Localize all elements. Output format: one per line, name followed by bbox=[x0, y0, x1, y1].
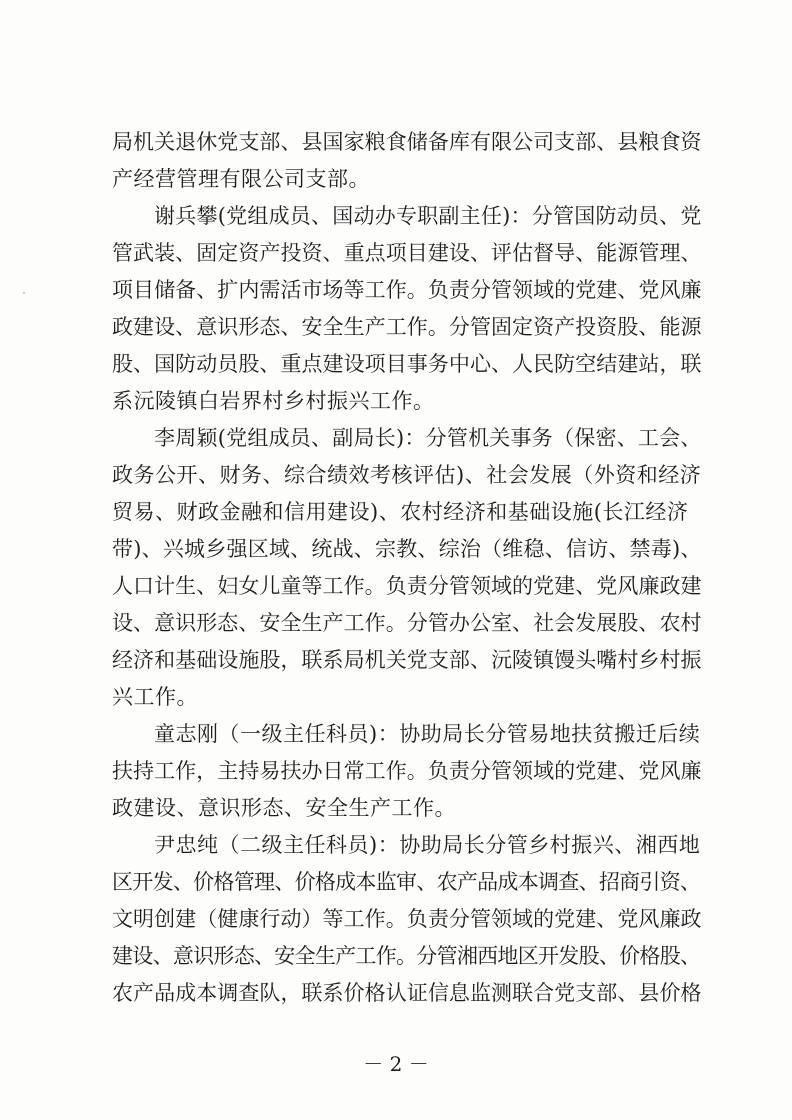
paragraph bbox=[112, 420, 702, 716]
paragraph-line: 农产品成本调查队，联系价格认证信息监测联合党支部、县价格 bbox=[112, 981, 702, 1005]
paragraph-line: 谢兵攀(党组成员、国动办专职副主任)：分管国防动员、党 bbox=[154, 204, 702, 228]
paragraph-line: 建设、意识形态、安全生产工作。分管湘西地区开发股、价格股、 bbox=[112, 944, 701, 968]
page-number: － 2 － bbox=[363, 1052, 429, 1076]
paragraph bbox=[112, 827, 702, 1012]
paragraph bbox=[112, 198, 702, 420]
paragraph-line: 经济和基础设施股，联系局机关党支部、沅陵镇馒头嘴村乡村振 bbox=[112, 648, 702, 672]
paragraph-line: 局机关退休党支部、县国家粮食储备库有限公司支部、县粮食资 bbox=[112, 130, 702, 154]
paragraph-line: 项目储备、扩内需活市场等工作。负责分管领域的党建、党风廉 bbox=[112, 278, 702, 302]
paragraph-line: 童志刚（一级主任科员)：协助局长分管易地扶贫搬迁后续 bbox=[154, 722, 701, 746]
paragraph-line: 股、国防动员股、重点建设项目事务中心、人民防空结建站，联 bbox=[112, 352, 702, 376]
paragraph-line: 兴工作。 bbox=[112, 685, 198, 709]
paragraph-line: 李周颖(党组成员、副局长)：分管机关事务（保密、工会、 bbox=[154, 426, 702, 450]
paragraph-line: 政建设、意识形态、安全生产工作。分管固定资产投资股、能源 bbox=[112, 315, 702, 339]
paragraph-line: 贸易、财政金融和信用建设)、农村经济和基础设施(长江经济 bbox=[112, 500, 689, 524]
paragraph-line: 文明创建（健康行动）等工作。负责分管领域的党建、党风廉政 bbox=[112, 907, 702, 931]
paragraph-line: 政务公开、财务、综合绩效考核评估)、社会发展（外资和经济 bbox=[112, 463, 702, 487]
paragraph-line: 区开发、价格管理、价格成本监审、农产品成本调查、招商引资、 bbox=[112, 870, 701, 894]
paragraph-line: 带)、兴城乡强区域、统战、宗教、综治（维稳、信访、禁毒)、 bbox=[112, 537, 702, 561]
paragraph-line: 人口计生、妇女儿童等工作。负责分管领域的党建、党风廉政建 bbox=[112, 574, 702, 598]
paragraph-line: 系沅陵镇白岩界村乡村振兴工作。 bbox=[112, 389, 435, 413]
paragraph-line: 产经营管理有限公司支部。 bbox=[112, 167, 370, 191]
paragraph-line: 尹忠纯（二级主任科员)：协助局长分管乡村振兴、湘西地 bbox=[154, 833, 701, 857]
paragraph-line: 政建设、意识形态、安全生产工作。 bbox=[112, 796, 456, 820]
paragraph-line: 设、意识形态、安全生产工作。分管办公室、社会发展股、农村 bbox=[112, 611, 702, 635]
paragraph bbox=[112, 716, 702, 827]
paragraph-line: 管武装、固定资产投资、重点项目建设、评估督导、能源管理、 bbox=[112, 241, 702, 265]
scan-speck bbox=[23, 292, 25, 294]
paragraph bbox=[112, 124, 702, 198]
document-body bbox=[112, 124, 702, 1012]
paragraph-line: 扶持工作，主持易扶办日常工作。负责分管领域的党建、党风廉 bbox=[112, 759, 702, 783]
